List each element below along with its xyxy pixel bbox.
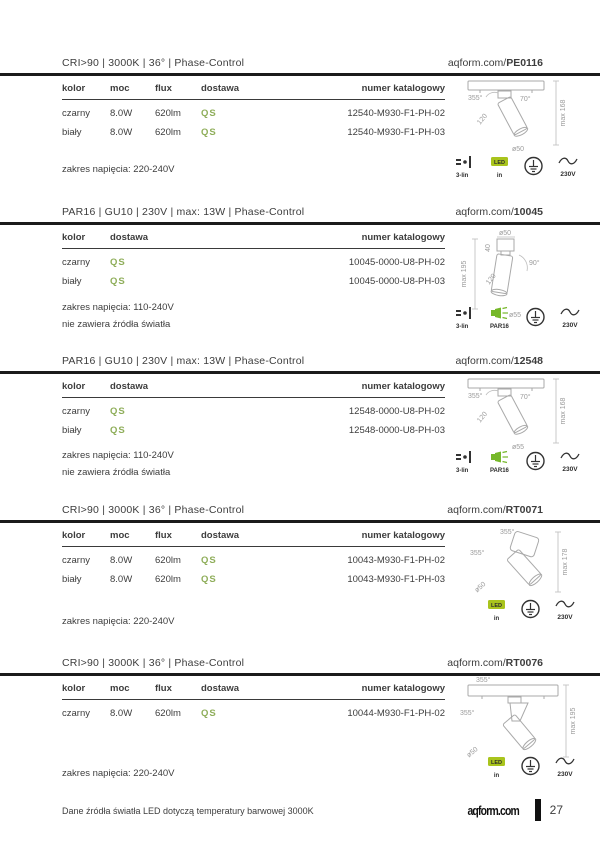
column-header-moc: moc bbox=[110, 83, 130, 94]
feature-icons bbox=[487, 755, 576, 779]
light-source-note: nie zawiera źródła światła bbox=[62, 467, 171, 478]
product-url[interactable] bbox=[447, 504, 543, 516]
voltage-note: zakres napięcia: 110-240V bbox=[62, 450, 174, 461]
cell-kolor: czarny bbox=[62, 555, 90, 566]
voltage-230v-icon bbox=[554, 755, 576, 779]
table-row bbox=[62, 566, 445, 585]
column-header-kolor: kolor bbox=[62, 232, 86, 243]
spec-line: PAR16 | GU10 | 230V | max: 13W | Phase-Control bbox=[62, 355, 305, 367]
icon-caption: 230V bbox=[562, 322, 578, 329]
cell-dostawa: QS bbox=[201, 708, 217, 719]
product-code: RT0076 bbox=[505, 657, 543, 669]
voltage-note: zakres napięcia: 110-240V bbox=[62, 302, 174, 313]
icon-caption: 230V bbox=[557, 771, 573, 778]
ground-class-icon bbox=[523, 155, 544, 179]
cell-numer: 10044-M930-F1-PH-02 bbox=[347, 708, 445, 719]
drawing-label: max 195 bbox=[570, 707, 577, 735]
product-url[interactable] bbox=[455, 206, 543, 218]
icon-caption: in bbox=[493, 773, 500, 779]
track-adapter-icon bbox=[455, 155, 477, 179]
drawing-label: ø55 bbox=[509, 312, 522, 319]
table-row bbox=[62, 417, 445, 436]
led-label: LED bbox=[491, 760, 502, 766]
page-number: 27 bbox=[549, 803, 563, 817]
dimension-drawing bbox=[462, 524, 574, 602]
drawing-label: 355° bbox=[468, 95, 483, 102]
cell-numer: 10045-0000-U8-PH-03 bbox=[348, 276, 445, 287]
product-url[interactable] bbox=[455, 355, 543, 367]
cell-flux: 620lm bbox=[155, 574, 181, 585]
section-header bbox=[0, 645, 600, 673]
led-icon bbox=[490, 155, 510, 179]
table-row bbox=[62, 700, 445, 719]
drawing-label: ø50 bbox=[465, 745, 480, 760]
section-header bbox=[0, 45, 600, 73]
led-label: LED bbox=[494, 160, 505, 166]
par16-lamp-icon bbox=[490, 450, 512, 474]
product-code: 12548 bbox=[513, 355, 543, 367]
cell-moc: 8.0W bbox=[110, 108, 133, 119]
icon-caption: 230V bbox=[562, 466, 578, 473]
cell-kolor: biały bbox=[62, 127, 82, 138]
footer-right bbox=[461, 799, 563, 821]
par16-lamp-icon bbox=[490, 306, 512, 330]
table-header-row bbox=[62, 232, 445, 249]
column-header-numer: numer katalogowy bbox=[361, 683, 445, 694]
cell-dostawa: QS bbox=[201, 108, 217, 119]
drawing-label: ø55 bbox=[512, 444, 525, 451]
voltage-230v-icon bbox=[559, 306, 581, 330]
column-header-kolor: kolor bbox=[62, 683, 86, 694]
drawing-label: 120 bbox=[476, 112, 490, 127]
drawing-label: max 195 bbox=[461, 260, 468, 288]
icon-caption: 230V bbox=[557, 614, 573, 621]
cell-moc: 8.0W bbox=[110, 127, 133, 138]
track-adapter-icon bbox=[455, 450, 477, 474]
voltage-230v-icon bbox=[557, 155, 579, 179]
icon-caption: 3-lin bbox=[456, 173, 469, 179]
url-prefix: aqform.com/ bbox=[447, 657, 506, 669]
cell-flux: 620lm bbox=[155, 108, 181, 119]
cell-kolor: czarny bbox=[62, 108, 90, 119]
led-label: LED bbox=[491, 603, 502, 609]
cell-moc: 8.0W bbox=[110, 708, 133, 719]
column-header-flux: flux bbox=[155, 530, 172, 541]
cell-dostawa: QS bbox=[110, 425, 126, 436]
table-row bbox=[62, 547, 445, 566]
spec-table bbox=[62, 381, 445, 436]
spec-line: CRI>90 | 3000K | 36° | Phase-Control bbox=[62, 57, 245, 69]
drawing-label: max 168 bbox=[560, 99, 567, 127]
product-url[interactable] bbox=[447, 657, 543, 669]
product-code: PE0116 bbox=[506, 57, 543, 69]
cell-numer: 12540-M930-F1-PH-02 bbox=[347, 108, 445, 119]
drawing-label: 70° bbox=[520, 394, 531, 401]
drawing-label: max 168 bbox=[560, 397, 567, 425]
cell-dostawa: QS bbox=[110, 276, 126, 287]
product-section-pe0116 bbox=[0, 45, 600, 194]
voltage-note: zakres napięcia: 220-240V bbox=[62, 164, 175, 175]
product-url[interactable] bbox=[448, 57, 543, 69]
column-header-dostawa: dostawa bbox=[201, 683, 240, 694]
table-row bbox=[62, 398, 445, 417]
voltage-230v-icon bbox=[559, 450, 581, 474]
page-number-bar bbox=[535, 799, 541, 821]
icon-caption: 3-lin bbox=[456, 468, 469, 474]
cell-numer: 12548-0000-U8-PH-02 bbox=[348, 406, 445, 417]
aqform-logo: aqform.com bbox=[467, 802, 520, 818]
cell-moc: 8.0W bbox=[110, 574, 133, 585]
column-header-dostawa: dostawa bbox=[201, 83, 240, 94]
cell-dostawa: QS bbox=[110, 406, 126, 417]
cell-dostawa: QS bbox=[201, 555, 217, 566]
column-header-dostawa: dostawa bbox=[110, 232, 149, 243]
section-header bbox=[0, 194, 600, 222]
cell-dostawa: QS bbox=[201, 574, 217, 585]
column-header-kolor: kolor bbox=[62, 381, 86, 392]
table-row bbox=[62, 268, 445, 287]
feature-icons bbox=[487, 598, 576, 622]
column-header-numer: numer katalogowy bbox=[361, 381, 445, 392]
drawing-label: 120 bbox=[485, 272, 498, 287]
url-prefix: aqform.com/ bbox=[455, 206, 514, 218]
voltage-230v-icon bbox=[554, 598, 576, 622]
column-header-flux: flux bbox=[155, 83, 172, 94]
column-header-kolor: kolor bbox=[62, 83, 86, 94]
feature-icons bbox=[455, 306, 581, 330]
cell-kolor: biały bbox=[62, 276, 82, 287]
product-code: 10045 bbox=[513, 206, 543, 218]
table-header-row bbox=[62, 83, 445, 100]
spec-table bbox=[62, 530, 445, 585]
drawing-label: ø50 bbox=[512, 146, 525, 153]
ground-class-icon bbox=[525, 450, 546, 474]
drawing-label: ø50 bbox=[473, 580, 488, 595]
led-icon bbox=[487, 755, 507, 779]
cell-numer: 12548-0000-U8-PH-03 bbox=[348, 425, 445, 436]
column-header-flux: flux bbox=[155, 683, 172, 694]
column-header-dostawa: dostawa bbox=[201, 530, 240, 541]
section-divider bbox=[0, 520, 600, 523]
url-prefix: aqform.com/ bbox=[447, 57, 507, 69]
column-header-numer: numer katalogowy bbox=[361, 530, 445, 541]
table-row bbox=[62, 100, 445, 119]
column-header-dostawa: dostawa bbox=[110, 381, 149, 392]
url-prefix: aqform.com/ bbox=[447, 504, 506, 516]
spec-line: CRI>90 | 3000K | 36° | Phase-Control bbox=[62, 657, 245, 669]
cell-kolor: biały bbox=[62, 425, 82, 436]
product-section-10045 bbox=[0, 194, 600, 343]
table-header-row bbox=[62, 381, 445, 398]
feature-icons bbox=[455, 155, 579, 179]
cell-kolor: biały bbox=[62, 574, 82, 585]
spec-line: CRI>90 | 3000K | 36° | Phase-Control bbox=[62, 504, 245, 516]
cell-flux: 620lm bbox=[155, 127, 181, 138]
product-section-rt0076 bbox=[0, 645, 600, 795]
drawing-label: 355° bbox=[468, 393, 483, 400]
drawing-label: 90° bbox=[529, 260, 540, 267]
product-code: RT0071 bbox=[505, 504, 543, 516]
track-adapter-icon bbox=[455, 306, 477, 330]
led-icon bbox=[487, 598, 507, 622]
cell-numer: 10043-M930-F1-PH-02 bbox=[347, 555, 445, 566]
table-header-row bbox=[62, 683, 445, 700]
section-header bbox=[0, 492, 600, 520]
product-section-12548 bbox=[0, 343, 600, 492]
icon-caption: PAR16 bbox=[490, 324, 509, 330]
column-header-kolor: kolor bbox=[62, 530, 86, 541]
dimension-drawing bbox=[450, 673, 585, 765]
cell-dostawa: QS bbox=[110, 257, 126, 268]
dimension-drawing bbox=[450, 373, 590, 455]
drawing-label: 355° bbox=[470, 550, 485, 557]
column-header-numer: numer katalogowy bbox=[361, 83, 445, 94]
feature-icons bbox=[455, 450, 581, 474]
cell-numer: 10045-0000-U8-PH-02 bbox=[348, 257, 445, 268]
icon-caption: 3-lin bbox=[456, 324, 469, 330]
cell-numer: 12540-M930-F1-PH-03 bbox=[347, 127, 445, 138]
drawing-label: 355° bbox=[460, 710, 475, 717]
cell-flux: 620lm bbox=[155, 708, 181, 719]
icon-caption: in bbox=[493, 616, 500, 622]
cell-moc: 8.0W bbox=[110, 555, 133, 566]
icon-caption: 230V bbox=[560, 171, 576, 178]
column-header-numer: numer katalogowy bbox=[361, 232, 445, 243]
drawing-label: ø50 bbox=[499, 230, 512, 237]
cell-kolor: czarny bbox=[62, 406, 90, 417]
drawing-label: 355° bbox=[476, 677, 491, 684]
spec-line: PAR16 | GU10 | 230V | max: 13W | Phase-Control bbox=[62, 206, 305, 218]
ground-class-icon bbox=[520, 755, 541, 779]
section-divider bbox=[0, 222, 600, 225]
icon-caption: in bbox=[496, 173, 503, 179]
drawing-label: 355° bbox=[500, 529, 515, 536]
column-header-moc: moc bbox=[110, 683, 130, 694]
voltage-note: zakres napięcia: 220-240V bbox=[62, 616, 175, 627]
dimension-drawing bbox=[450, 75, 590, 157]
table-row bbox=[62, 119, 445, 138]
spec-table bbox=[62, 683, 445, 719]
cell-kolor: czarny bbox=[62, 257, 90, 268]
cell-dostawa: QS bbox=[201, 127, 217, 138]
voltage-note: zakres napięcia: 220-240V bbox=[62, 768, 175, 779]
table-header-row bbox=[62, 530, 445, 547]
spec-table bbox=[62, 232, 445, 287]
drawing-label: 70° bbox=[520, 96, 531, 103]
footer-note: Dane źródła światła LED dotyczą temperatury barwowej 3000K bbox=[62, 806, 314, 816]
drawing-label: 120 bbox=[476, 410, 490, 425]
product-section-rt0071 bbox=[0, 492, 600, 645]
ground-class-icon bbox=[520, 598, 541, 622]
light-source-note: nie zawiera źródła światła bbox=[62, 319, 171, 330]
ground-class-icon bbox=[525, 306, 546, 330]
cell-kolor: czarny bbox=[62, 708, 90, 719]
spec-table bbox=[62, 83, 445, 138]
cell-flux: 620lm bbox=[155, 555, 181, 566]
cell-numer: 10043-M930-F1-PH-03 bbox=[347, 574, 445, 585]
drawing-label: max 178 bbox=[562, 548, 569, 576]
section-header bbox=[0, 343, 600, 371]
drawing-label: 40 bbox=[485, 244, 492, 252]
table-row bbox=[62, 249, 445, 268]
column-header-moc: moc bbox=[110, 530, 130, 541]
icon-caption: PAR16 bbox=[490, 468, 509, 474]
url-prefix: aqform.com/ bbox=[455, 355, 514, 367]
